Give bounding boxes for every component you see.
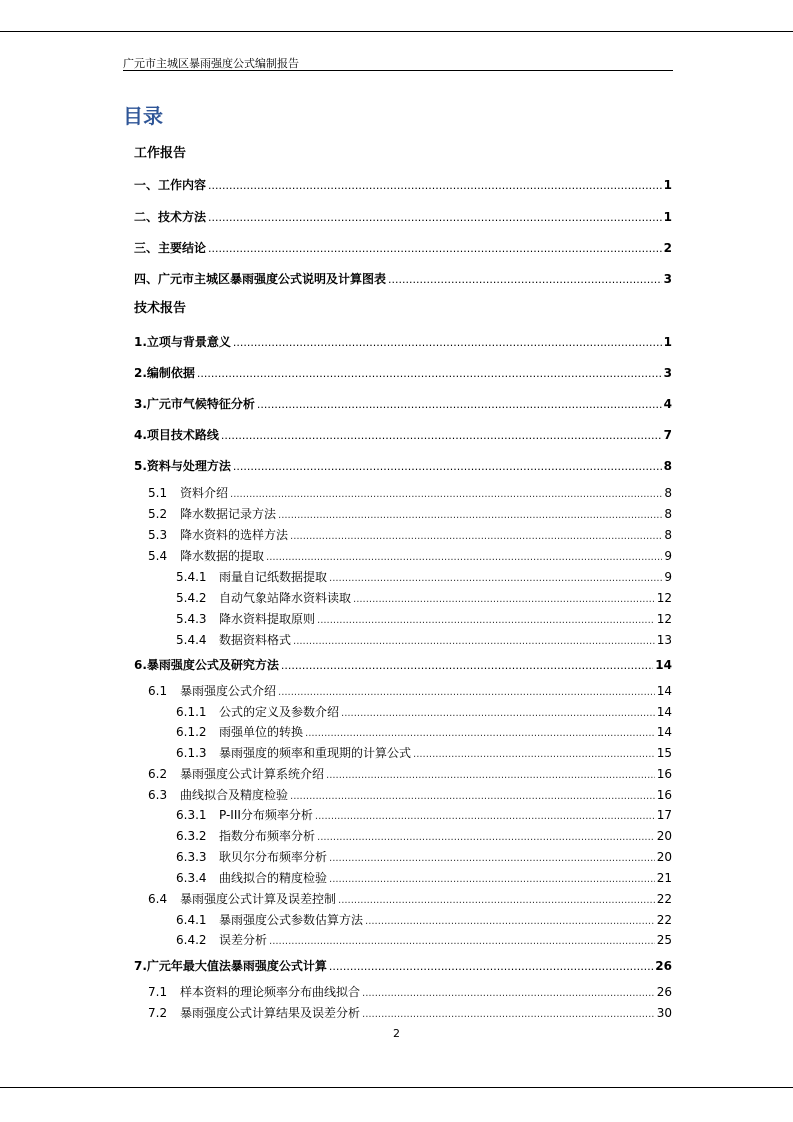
- dot-leader: [266, 552, 662, 563]
- toc-entry-page: 12: [656, 591, 672, 605]
- toc-entry-label: 3.广元市气候特征分析: [134, 397, 255, 411]
- toc-entry[interactable]: [148, 682, 672, 699]
- toc-entry[interactable]: [134, 176, 672, 193]
- toc-entry-page: 9: [664, 570, 672, 584]
- toc-entry-page: 3: [663, 272, 672, 286]
- toc-entry-number: 7.1: [148, 985, 168, 999]
- toc-entry[interactable]: [134, 364, 672, 381]
- toc-entry-text: 耿贝尔分布频率分析: [219, 850, 328, 864]
- running-header: 广元市主城区暴雨强度公式编制报告: [123, 57, 299, 70]
- toc-entry-label: [176, 589, 351, 606]
- toc-entry-number: 6.3.3: [176, 850, 207, 864]
- toc-entry-page: 7: [663, 428, 672, 442]
- toc-entry[interactable]: [134, 395, 672, 412]
- toc-entry-number: 5.4.2: [176, 591, 207, 605]
- toc-entry[interactable]: [148, 1004, 672, 1021]
- dot-leader: [233, 460, 662, 473]
- toc-entry-text: 曲线拟合的精度检验: [219, 871, 328, 885]
- toc-entry-page: 9: [664, 549, 672, 563]
- toc-entry-page: 14: [656, 684, 672, 698]
- tech-report-heading: 技术报告: [134, 301, 187, 316]
- toc-entry-page: 17: [656, 808, 672, 822]
- toc-entry-page: 1: [663, 210, 672, 224]
- toc-entry-label: [176, 744, 411, 761]
- toc-entry-label: 三、主要结论: [134, 241, 207, 255]
- toc-entry-label: [148, 547, 264, 564]
- toc-entry[interactable]: [134, 957, 672, 974]
- dot-leader: [208, 179, 662, 192]
- toc-entry-label: [176, 827, 315, 844]
- toc-entry-page: 14: [656, 705, 672, 719]
- toc-entry-text: 降水数据记录方法: [180, 507, 277, 521]
- toc-entry[interactable]: [148, 983, 672, 1000]
- dot-leader: [230, 489, 662, 500]
- toc-entry[interactable]: [134, 457, 672, 474]
- dot-leader: [362, 988, 655, 999]
- dot-leader: [278, 687, 655, 698]
- toc-entry-number: 6.2: [148, 767, 168, 781]
- toc-entry[interactable]: [176, 806, 672, 823]
- toc-entry[interactable]: [176, 848, 672, 865]
- toc-entry-page: 30: [656, 1006, 672, 1020]
- toc-entry-label: [148, 505, 276, 522]
- toc-entry-page: 25: [656, 933, 672, 947]
- work-report-heading: 工作报告: [134, 146, 187, 161]
- dot-leader: [341, 708, 655, 719]
- dot-leader: [329, 874, 655, 885]
- toc-entry[interactable]: [148, 765, 672, 782]
- toc-entry-text: 资料介绍: [180, 486, 229, 500]
- toc-entry-number: 5.3: [148, 528, 168, 542]
- toc-entry[interactable]: [176, 703, 672, 720]
- toc-entry-label: 一、工作内容: [134, 178, 207, 192]
- toc-entry-label: 4.项目技术路线: [134, 428, 219, 442]
- dot-leader: [290, 531, 662, 542]
- toc-entry-number: 6.4: [148, 892, 168, 906]
- dot-leader: [278, 510, 662, 521]
- toc-entry[interactable]: [148, 484, 672, 501]
- toc-entry-text: 暴雨强度公式计算系统介绍: [180, 767, 325, 781]
- toc-entry-label: [176, 610, 315, 627]
- dot-leader: [365, 916, 655, 927]
- toc-entry-page: 4: [663, 397, 672, 411]
- toc-entry-number: 6.1.3: [176, 746, 207, 760]
- toc-entry-number: 6.1: [148, 684, 168, 698]
- toc-entry-label: [148, 983, 360, 1000]
- dot-leader: [281, 659, 653, 672]
- toc-entry[interactable]: [134, 426, 672, 443]
- dot-leader: [197, 367, 662, 380]
- dot-leader: [257, 398, 662, 411]
- toc-entry[interactable]: [148, 505, 672, 522]
- page-bottom-border: [0, 1087, 793, 1088]
- toc-entry-number: 6.4.2: [176, 933, 207, 947]
- toc-entry-page: 3: [663, 366, 672, 380]
- toc-entry[interactable]: [148, 547, 672, 564]
- toc-entry-label: [148, 526, 288, 543]
- toc-entry-label: [176, 869, 327, 886]
- toc-entry-label: 7.广元年最大值法暴雨强度公式计算: [134, 959, 327, 973]
- dot-leader: [413, 749, 655, 760]
- toc-entry-text: 自动气象站降水资料读取: [219, 591, 352, 605]
- toc-entry[interactable]: [176, 631, 672, 648]
- toc-entry-number: 5.2: [148, 507, 168, 521]
- toc-entry-number: 5.4: [148, 549, 168, 563]
- toc-entry-label: [176, 568, 327, 585]
- toc-entry-page: 8: [663, 459, 672, 473]
- toc-entry-page: 26: [656, 985, 672, 999]
- toc-entry-label: 6.暴雨强度公式及研究方法: [134, 658, 279, 672]
- header-rule: [123, 70, 673, 71]
- toc-entry-label: [148, 484, 228, 501]
- toc-entry[interactable]: [176, 827, 672, 844]
- toc-entry-label: [176, 911, 363, 928]
- toc-entry-number: 5.4.1: [176, 570, 207, 584]
- dot-leader: [338, 895, 655, 906]
- toc-entry-number: 5.1: [148, 486, 168, 500]
- toc-entry-page: 20: [656, 829, 672, 843]
- toc-entry-text: 雨强单位的转换: [219, 725, 304, 739]
- toc-entry-text: 暴雨强度的频率和重现期的计算公式: [219, 746, 412, 760]
- dot-leader: [208, 211, 662, 224]
- toc-entry-label: 5.资料与处理方法: [134, 459, 231, 473]
- toc-entry-label: [176, 806, 313, 823]
- dot-leader: [353, 594, 655, 605]
- toc-entry-label: 二、技术方法: [134, 210, 207, 224]
- toc-entry-text: 误差分析: [219, 933, 268, 947]
- toc-entry-number: 7.2: [148, 1006, 168, 1020]
- toc-entry-page: 20: [656, 850, 672, 864]
- toc-entry-number: 6.3.2: [176, 829, 207, 843]
- toc-entry-label: [176, 723, 303, 740]
- toc-entry-page: 14: [656, 725, 672, 739]
- toc-entry-page: 16: [656, 788, 672, 802]
- toc-entry-label: [148, 765, 324, 782]
- dot-leader: [269, 936, 655, 947]
- toc-entry[interactable]: [134, 333, 672, 350]
- toc-entry-text: 暴雨强度公式参数估算方法: [219, 913, 364, 927]
- toc-entry[interactable]: [134, 270, 672, 287]
- dot-leader: [388, 273, 662, 286]
- toc-entry-page: 26: [655, 959, 672, 973]
- toc-entry[interactable]: [148, 526, 672, 543]
- toc-entry-text: 曲线拟合及精度检验: [180, 788, 289, 802]
- toc-entry-label: [176, 703, 339, 720]
- page-number: 2: [393, 1027, 400, 1040]
- toc-entry-number: 6.4.1: [176, 913, 207, 927]
- toc-entry-page: 8: [664, 507, 672, 521]
- page-top-border: [0, 31, 793, 32]
- toc-entry-page: 22: [656, 913, 672, 927]
- toc-entry-text: 暴雨强度公式计算及误差控制: [180, 892, 337, 906]
- toc-entry-number: 5.4.3: [176, 612, 207, 626]
- toc-entry-page: 1: [663, 335, 672, 349]
- toc-entry[interactable]: [176, 744, 672, 761]
- toc-entry-text: 样本资料的理论频率分布曲线拟合: [180, 985, 361, 999]
- toc-entry-page: 13: [656, 633, 672, 647]
- toc-entry-number: 6.1.1: [176, 705, 207, 719]
- toc-entry-text: 暴雨强度公式介绍: [180, 684, 277, 698]
- toc-entry-text: 暴雨强度公式计算结果及误差分析: [180, 1006, 361, 1020]
- toc-entry-page: 12: [656, 612, 672, 626]
- toc-entry-page: 1: [663, 178, 672, 192]
- toc-entry-page: 14: [655, 658, 672, 672]
- toc-entry-number: 5.4.4: [176, 633, 207, 647]
- toc-entry[interactable]: [176, 911, 672, 928]
- toc-entry[interactable]: [176, 610, 672, 627]
- toc-entry[interactable]: [148, 890, 672, 907]
- dot-leader: [317, 832, 655, 843]
- toc-entry-number: 6.3.1: [176, 808, 207, 822]
- toc-entry-text: 降水资料的选样方法: [180, 528, 289, 542]
- toc-entry-page: 21: [656, 871, 672, 885]
- dot-leader: [329, 960, 653, 973]
- dot-leader: [221, 429, 662, 442]
- toc-entry-label: 2.编制依据: [134, 366, 195, 380]
- dot-leader: [329, 573, 662, 584]
- dot-leader: [233, 336, 662, 349]
- toc-entry-text: 雨量自记纸数据提取: [219, 570, 328, 584]
- toc-entry-label: [148, 1004, 360, 1021]
- dot-leader: [293, 636, 655, 647]
- toc-entry[interactable]: [134, 208, 672, 225]
- toc-entry[interactable]: [134, 656, 672, 673]
- toc-entry-number: 6.3: [148, 788, 168, 802]
- toc-entry-label: [148, 682, 276, 699]
- dot-leader: [317, 615, 655, 626]
- toc-entry[interactable]: [134, 239, 672, 256]
- dot-leader: [326, 770, 655, 781]
- toc-title: 目录: [123, 104, 163, 128]
- toc-entry-page: 2: [663, 241, 672, 255]
- toc-entry-label: 四、广元市主城区暴雨强度公式说明及计算图表: [134, 272, 387, 286]
- dot-leader: [315, 811, 655, 822]
- toc-entry-text: 降水数据的提取: [180, 549, 265, 563]
- toc-entry[interactable]: [176, 869, 672, 886]
- toc-entry-label: [176, 848, 327, 865]
- toc-entry[interactable]: [176, 568, 672, 585]
- toc-entry[interactable]: [176, 931, 672, 948]
- toc-entry-number: 6.3.4: [176, 871, 207, 885]
- toc-entry-text: P-III分布频率分析: [219, 808, 313, 822]
- dot-leader: [305, 728, 655, 739]
- toc-entry-label: [176, 931, 267, 948]
- toc-entry-label: [148, 890, 336, 907]
- toc-entry-page: 8: [664, 528, 672, 542]
- dot-leader: [362, 1009, 655, 1020]
- toc-entry-label: [148, 786, 288, 803]
- dot-leader: [208, 242, 662, 255]
- toc-entry-text: 降水资料提取原则: [219, 612, 316, 626]
- toc-entry[interactable]: [176, 589, 672, 606]
- toc-entry-page: 15: [656, 746, 672, 760]
- toc-entry-label: [176, 631, 291, 648]
- toc-entry-text: 指数分布频率分析: [219, 829, 316, 843]
- toc-entry-number: 6.1.2: [176, 725, 207, 739]
- toc-entry-page: 16: [656, 767, 672, 781]
- toc-entry-text: 数据资料格式: [219, 633, 292, 647]
- toc-entry-text: 公式的定义及参数介绍: [219, 705, 340, 719]
- toc-entry[interactable]: [176, 723, 672, 740]
- dot-leader: [290, 791, 655, 802]
- toc-entry[interactable]: [148, 786, 672, 803]
- toc-entry-label: 1.立项与背景意义: [134, 335, 231, 349]
- dot-leader: [329, 853, 655, 864]
- toc-entry-page: 8: [664, 486, 672, 500]
- toc-entry-page: 22: [656, 892, 672, 906]
